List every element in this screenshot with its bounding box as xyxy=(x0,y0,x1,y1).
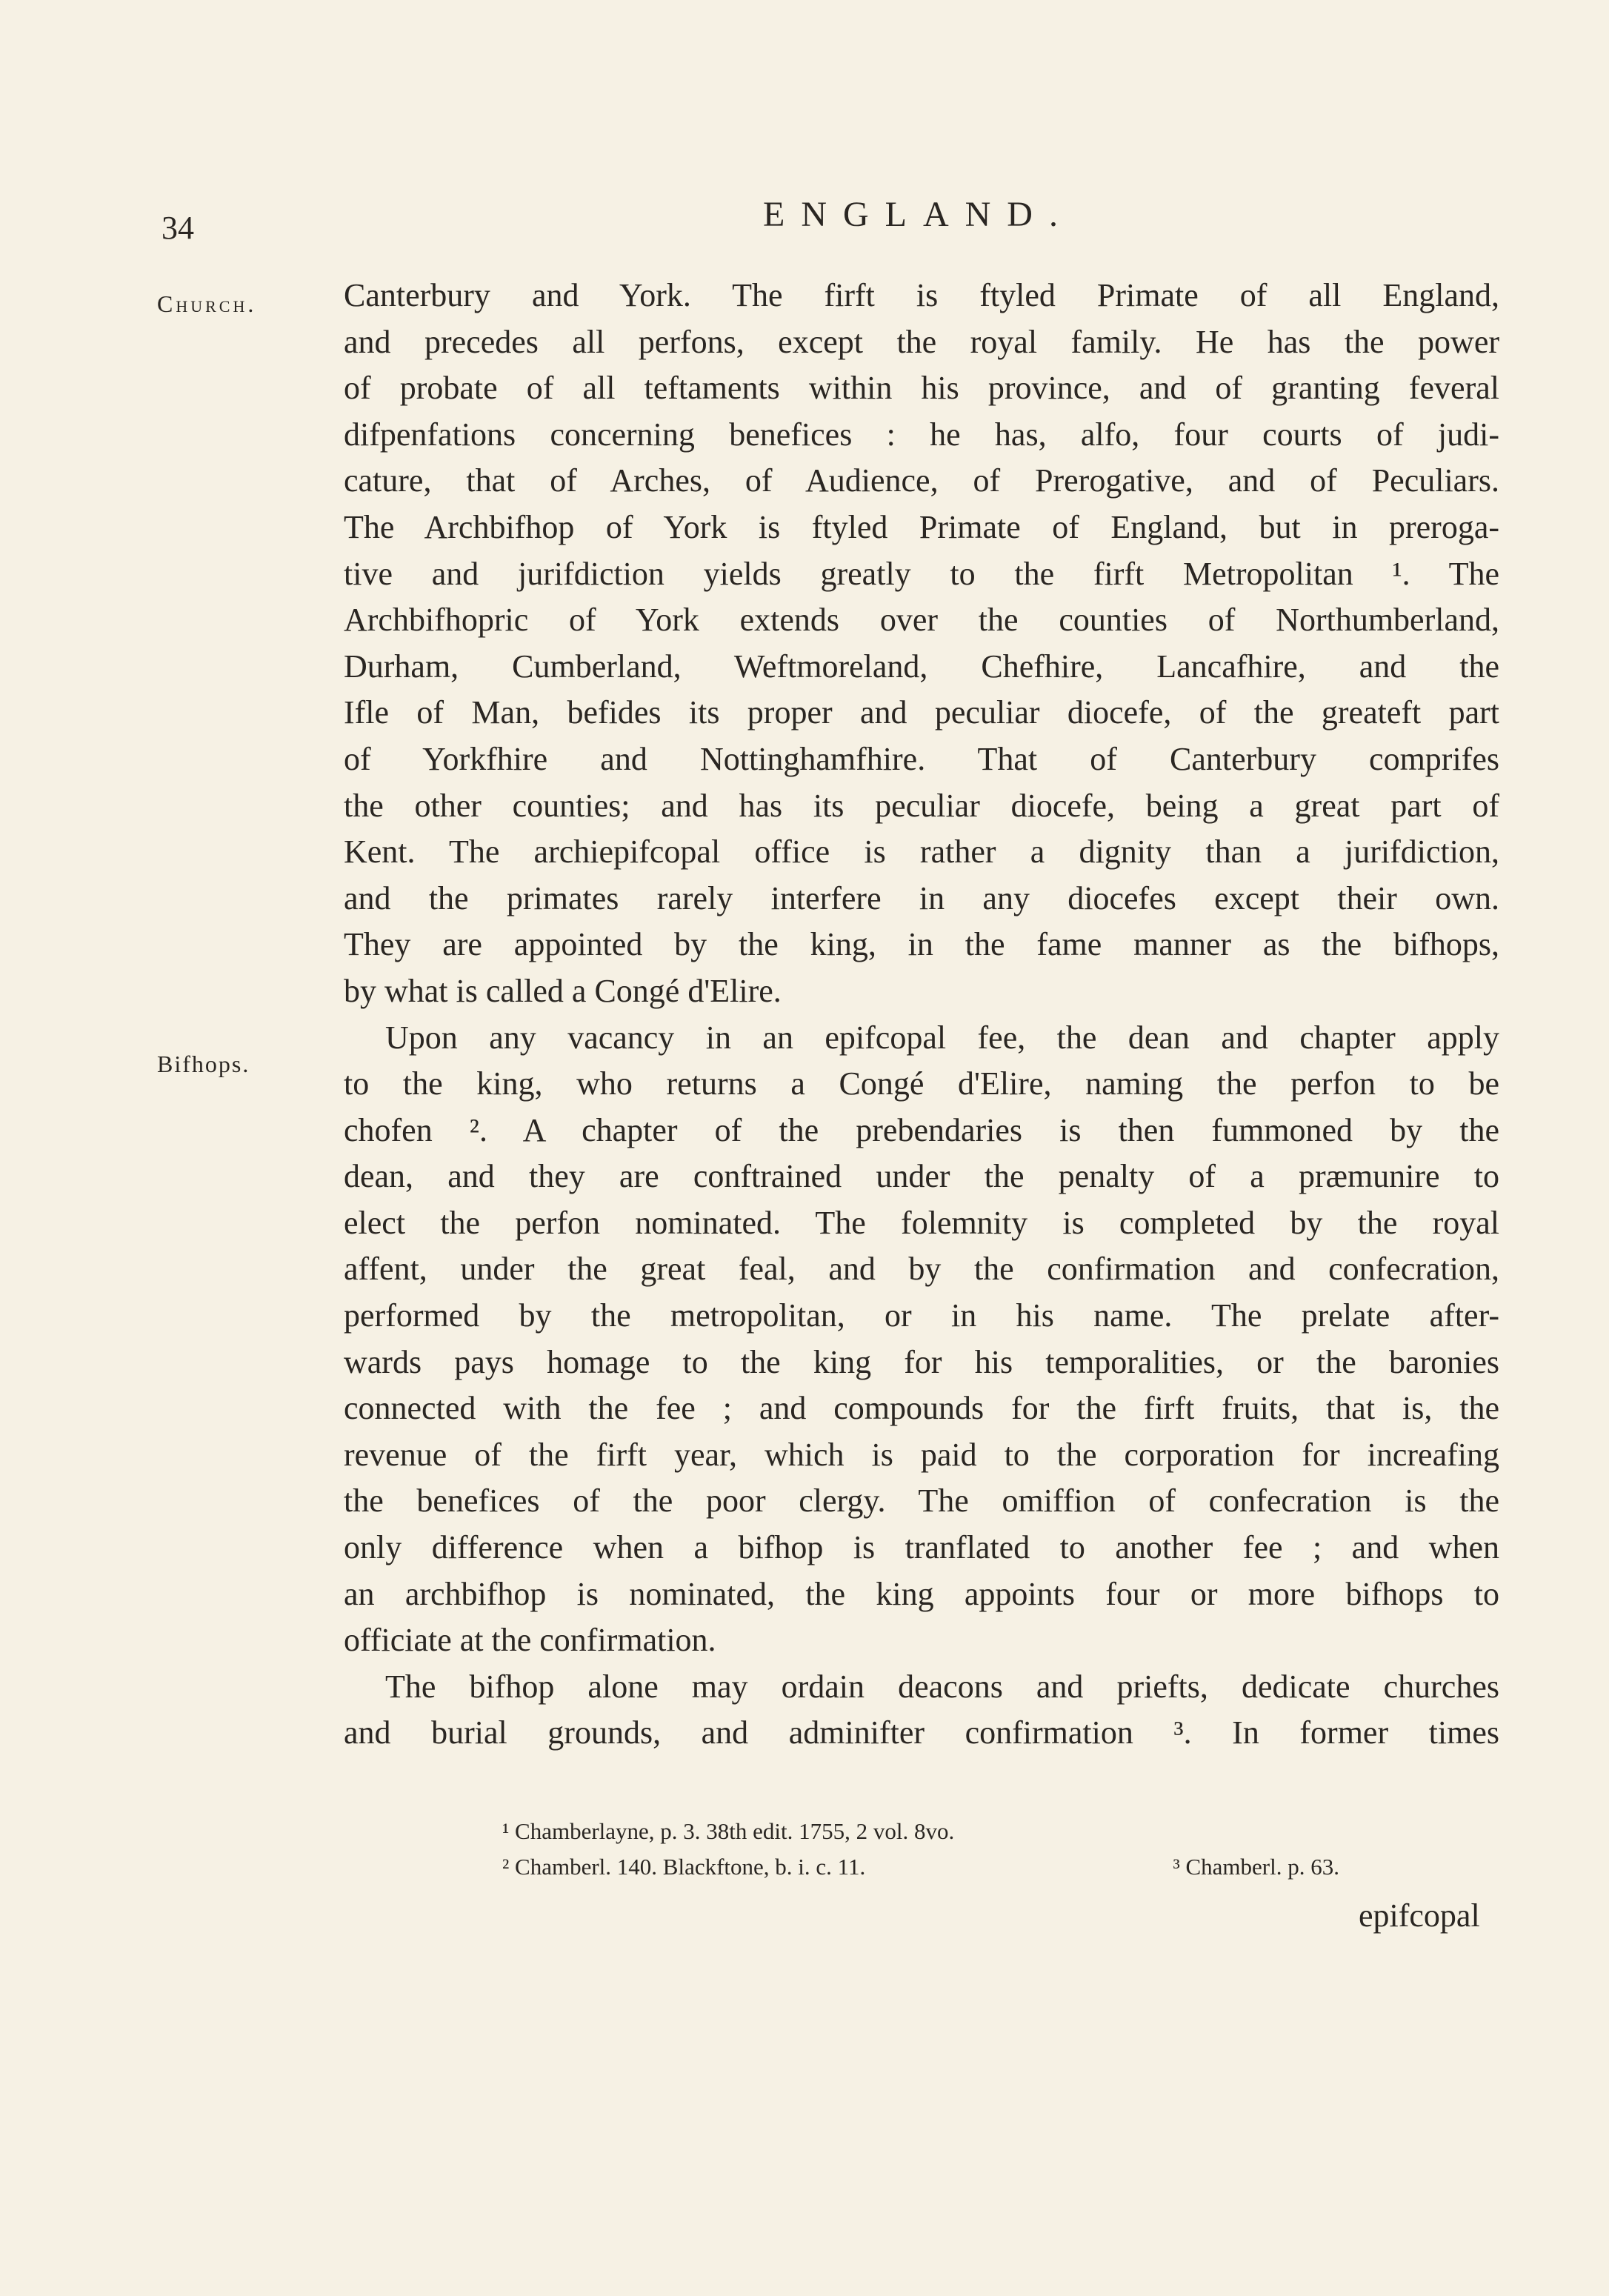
text-line: difpenfations concerning benefices : he has, alfo, four courts of judi- xyxy=(344,416,1499,453)
text-line: chofen ². A chapter of the prebendaries is then fummoned by the xyxy=(344,1111,1499,1148)
text-line: Upon any vacancy in an epifcopal fee, the dean and chapter apply xyxy=(385,1019,1499,1056)
running-title: ENGLAND. xyxy=(763,195,1074,234)
footnote-1: ¹ Chamberlayne, p. 3. 38th edit. 1755, 2 vol. 8vo. xyxy=(502,1818,955,1844)
text-line: cature, that of Arches, of Audience, of Prerogative, and of Peculiars. xyxy=(344,462,1499,499)
text-line: and the primates rarely interfere in any diocefes except their own. xyxy=(344,879,1499,916)
page-header xyxy=(0,194,1609,246)
text-line: The Archbifhop of York is ftyled Primate of England, but in preroga- xyxy=(344,508,1499,545)
text-line: and precedes all perfons, except the royal family. He has the power xyxy=(344,323,1499,360)
text-line: Archbifhopric of York extends over the counties of Northumberland, xyxy=(344,602,1499,639)
footnotes xyxy=(502,1814,1502,1885)
text-line: dean, and they are conftrained under the penalty of a præmunire to xyxy=(344,1158,1499,1195)
text-line: the benefices of the poor clergy. The omiffion of confecration is the xyxy=(344,1483,1499,1520)
margin-note-church: Church. xyxy=(157,290,257,317)
text-line: affent, under the great feal, and by the confirmation and confecration, xyxy=(344,1251,1499,1288)
text-line: and burial grounds, and adminifter confirmation ³. In former times xyxy=(344,1714,1499,1751)
text-line: by what is called a Congé d'Elire. xyxy=(344,972,782,1009)
text-line: The bifhop alone may ordain deacons and priefts, dedicate churches xyxy=(385,1668,1499,1705)
text-line: to the king, who returns a Congé d'Elire, naming the perfon to be xyxy=(344,1065,1499,1102)
page-number: 34 xyxy=(161,210,194,246)
text-line: only difference when a bifhop is tranflated to another fee ; and when xyxy=(344,1529,1499,1566)
text-line: performed by the metropolitan, or in his name. The prelate after- xyxy=(344,1297,1499,1334)
text-line: wards pays homage to the king for his temporalities, or the baronies xyxy=(344,1343,1499,1380)
footnote-2: ² Chamberl. 140. Blackftone, b. i. c. 11. xyxy=(502,1854,866,1880)
body-text xyxy=(344,273,1499,1757)
text-line: officiate at the confirmation. xyxy=(344,1622,716,1659)
margin-note-bishops: Bifhops. xyxy=(157,1051,250,1077)
catchword: epifcopal xyxy=(1359,1897,1480,1934)
text-line: tive and jurifdiction yields greatly to the firft Metropolitan ¹. The xyxy=(344,555,1499,592)
text-line: of probate of all teftaments within his province, and of granting feveral xyxy=(344,370,1499,407)
text-line: Canterbury and York. The firft is ftyled Primate of all England, xyxy=(344,277,1499,313)
text-line: Ifle of Man, befides its proper and peculiar diocefe, of the greateft part xyxy=(344,694,1499,731)
text-line: They are appointed by the king, in the fame manner as the bifhops, xyxy=(344,926,1499,963)
text-line: Durham, Cumberland, Weftmoreland, Chefhire, Lancafhire, and the xyxy=(344,648,1499,685)
text-line: of Yorkfhire and Nottinghamfhire. That of Canterbury comprifes xyxy=(344,740,1499,777)
text-line: revenue of the firft year, which is paid to the corporation for increafing xyxy=(344,1436,1499,1473)
text-line: elect the perfon nominated. The folemnity is completed by the royal xyxy=(344,1204,1499,1241)
text-line: Kent. The archiepifcopal office is rather a dignity than a jurifdiction, xyxy=(344,833,1499,871)
text-line: the other counties; and has its peculiar diocefe, being a great part of xyxy=(344,787,1499,824)
text-line: connected with the fee ; and compounds for the firft fruits, that is, the xyxy=(344,1390,1499,1427)
footnote-3: ³ Chamberl. p. 63. xyxy=(1173,1854,1339,1880)
text-line: an archbifhop is nominated, the king appoints four or more bifhops to xyxy=(344,1575,1499,1612)
